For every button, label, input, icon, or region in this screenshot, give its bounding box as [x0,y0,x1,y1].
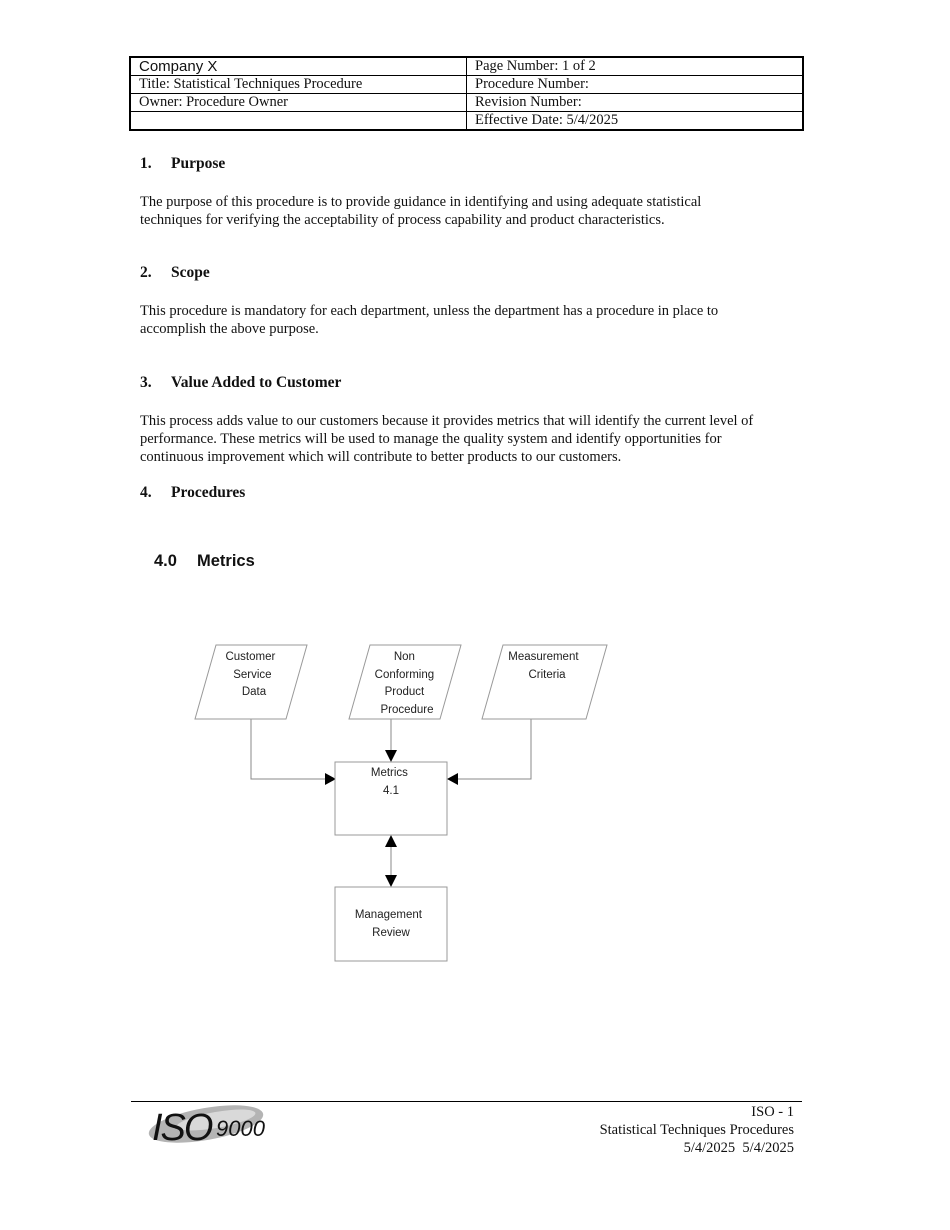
section-title: Scope [171,264,210,281]
subsection-number: 4.0 [154,552,177,570]
input-nonconforming-product-procedure [349,645,461,719]
arrowhead-left [447,773,458,785]
shape-label-line: Procedure [380,704,434,716]
procedure-number: Procedure Number: [467,76,804,94]
process-metrics-box [335,762,447,835]
paragraph-line: techniques for verifying the acceptability of process capability and product characteristics. [140,212,665,228]
input-customer-service-data [195,645,307,719]
paragraph-line: This process adds value to our customers because it provides metrics that will identify the current level of [140,413,754,429]
effective-date: Effective Date: 5/4/2025 [467,112,804,131]
paragraph-line: accomplish the above purpose. [140,321,319,337]
svg-text:ISO: ISO [152,1107,212,1146]
footer-document-name: Statistical Techniques Procedures [599,1122,794,1138]
shape-label-line: Criteria [528,669,566,681]
paragraph-line: This procedure is mandatory for each department, unless the department has a procedure in place to [140,303,719,319]
section-number: 2. [140,264,152,281]
shape-label-line: Metrics [370,767,408,779]
section-title: Value Added to Customer [171,374,342,391]
footer-info [600,1103,794,1157]
paragraph-line: continuous improvement which will contribute to better products to our customers. [140,449,622,465]
shape-label-line: Review [372,927,410,939]
input-measurement-criteria [482,645,607,719]
arrowhead-right [325,773,336,785]
document-owner: Owner: Procedure Owner [130,94,467,112]
document-title: Title: Statistical Techniques Procedure [130,76,467,94]
footer-document-code: ISO - 1 [751,1104,794,1120]
connector-customer-to-metrics [251,719,327,779]
shape-label-line: Customer [225,651,276,663]
arrowhead-down [385,750,397,762]
shape-label-line: Measurement [508,651,579,663]
shape-label-line: Management [354,909,422,921]
footer-dates: 5/4/2025 5/4/2025 [683,1140,794,1156]
revision-number: Revision Number: [467,94,804,112]
page-number: Page Number: 1 of 2 [467,57,804,76]
shape-label-line: 4.1 [383,785,399,797]
subsection-title: Metrics [197,552,255,570]
shape-label-line: Conforming [374,669,435,681]
process-management-review-box [335,887,447,961]
section-title: Purpose [171,155,226,172]
shape-label-line: Data [241,686,267,698]
paragraph-line: performance. These metrics will be used to manage the quality system and identify opportunities for [140,431,722,447]
iso9000-logo [146,1100,276,1146]
section-number: 4. [140,484,152,501]
section-number: 3. [140,374,152,391]
arrowhead-down [385,875,397,887]
company-name: Company X [130,57,467,76]
shape-label-line: Service [233,669,272,681]
process-box-shape [335,887,447,961]
paragraph-line: The purpose of this procedure is to provide guidance in identifying and using adequate statistical [140,194,702,210]
svg-text:9000: 9000 [216,1116,265,1141]
arrowhead-up [385,835,397,847]
shape-label-line: Product [384,686,425,698]
section-title: Procedures [171,484,246,501]
shape-label-line: Non [393,651,415,663]
section-number: 1. [140,155,152,172]
connector-criteria-to-metrics [456,719,531,779]
